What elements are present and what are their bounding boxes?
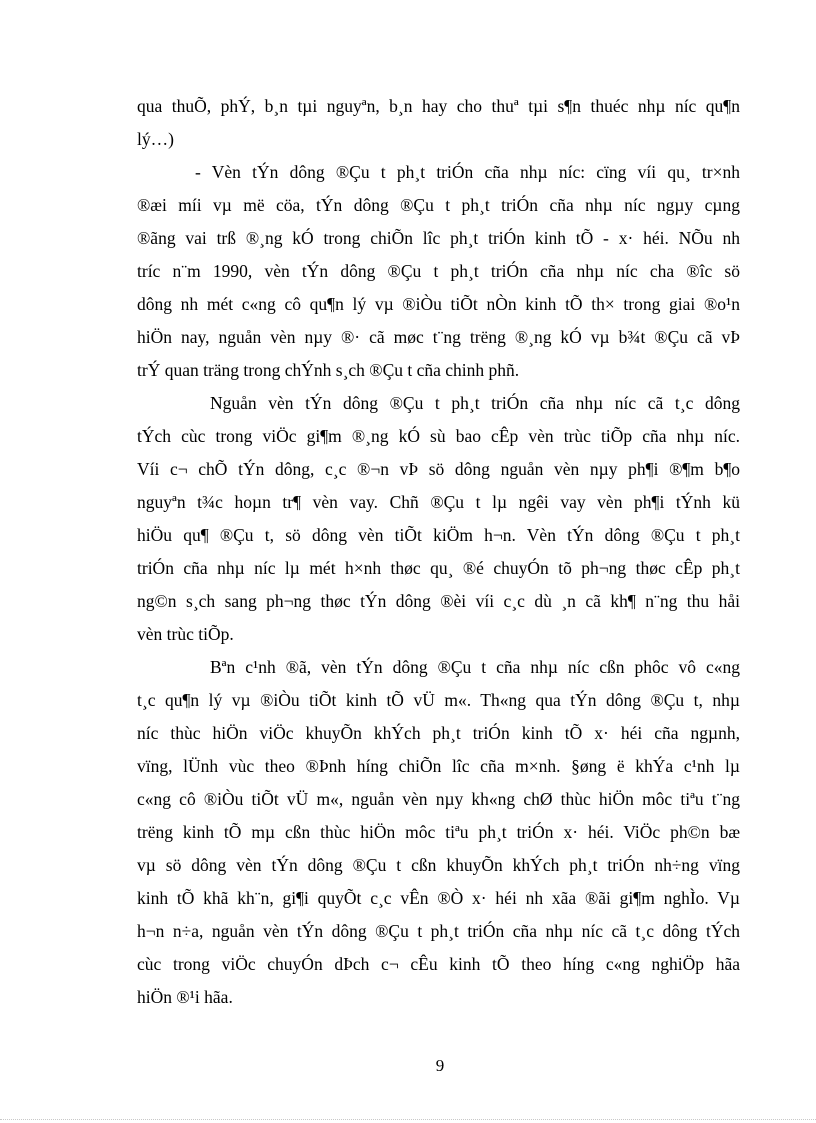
body-text-line: c«ng cô ®iÒu tiÕt vÜ m«, nguån vèn nµy kh«ng chØ thùc hiÖn môc tiªu t¨ng <box>137 789 740 809</box>
body-text-line: hiÖu qu¶ ®Çu t, sö dông vèn tiÕt kiÖm h¬n. Vèn tÝn dông ®Çu t ph¸t <box>137 525 740 545</box>
body-text-line: vèn trùc tiÕp. <box>137 624 234 644</box>
body-text-line: lý…) <box>137 129 174 149</box>
body-text-line: kinh tÕ khã kh¨n, gi¶i quyÕt c¸c vÊn ®Ò x· héi nh xãa ®ãi gi¶m nghÌo. Vµ <box>137 888 740 908</box>
body-text-line: t¸c qu¶n lý vµ ®iÒu tiÕt kinh tÕ vÜ m«. Th«ng qua tÝn dông ®Çu t, nhµ <box>137 690 740 710</box>
body-text-line: dông nh mét c«ng cô qu¶n lý vµ ®iÒu tiÕt nÒn kinh tÕ th× trong giai ®o¹n <box>137 294 740 314</box>
body-text-line: h¬n n÷a, nguån vèn tÝn dông ®Çu t ph¸t triÓn cña nhµ níc cã t¸c dông tÝch <box>137 921 740 941</box>
body-text-line: ®æi míi vµ më cöa, tÝn dông ®Çu t ph¸t triÓn cña nhµ níc ngµy cµng <box>137 195 740 215</box>
body-text-line: hiÖn ®¹i hãa. <box>137 987 233 1007</box>
body-text-line: Víi c¬ chÕ tÝn dông, c¸c ®¬n vÞ sö dông nguån vèn nµy ph¶i ®¶m b¶o <box>137 459 740 479</box>
body-text-line: tÝch cùc trong viÖc gi¶m ®¸ng kÓ sù bao cÊp vèn trùc tiÕp cña nhµ níc. <box>137 426 740 446</box>
body-text-line: cùc trong viÖc chuyÓn dÞch c¬ cÊu kinh tÕ theo híng c«ng nghiÖp hãa <box>137 954 740 974</box>
body-text-line: vµ sö dông vèn tÝn dông ®Çu t cßn khuyÕn khÝch ph¸t triÓn nh÷ng vïng <box>137 855 740 875</box>
body-text-line: triÓn cña nhµ níc lµ mét h×nh thøc qu¸ ®é chuyÓn tõ ph¬ng thøc cÊp ph¸t <box>137 558 740 578</box>
body-text-line: níc thùc hiÖn viÖc khuyÕn khÝch ph¸t triÓn kinh tÕ x· héi cña ngµnh, <box>137 723 740 743</box>
body-text-line: trëng kinh tÕ mµ cßn thùc hiÖn môc tiªu ph¸t triÓn x· héi. ViÖc ph©n bæ <box>137 822 740 842</box>
body-text-line: tríc n¨m 1990, vèn tÝn dông ®Çu t ph¸t triÓn cña nhµ níc cha ®îc sö <box>137 261 740 281</box>
body-text-line: ®ãng vai trß ®¸ng kÓ trong chiÕn lîc ph¸t triÓn kinh tÕ - x· héi. NÕu nh <box>137 228 740 248</box>
body-text-line: nguyªn t¾c hoµn tr¶ vèn vay. Chñ ®Çu t lµ ngêi vay vèn ph¶i tÝnh kü <box>137 492 740 512</box>
body-text-line: qua thuÕ, phÝ, b¸n tµi nguyªn, b¸n hay cho thuª tµi s¶n thuéc nhµ níc qu¶n <box>137 96 740 116</box>
footer-divider <box>0 1119 816 1120</box>
body-text-line: ng©n s¸ch sang ph¬ng thøc tÝn dông ®èi víi c¸c dù ¸n cã kh¶ n¨ng thu håi <box>137 591 740 611</box>
body-text-line: Nguån vèn tÝn dông ®Çu t ph¸t triÓn cña nhµ níc cã t¸c dông <box>210 393 740 413</box>
body-text-line: - Vèn tÝn dông ®Çu t ph¸t triÓn cña nhµ níc: cïng víi qu¸ tr×nh <box>195 162 740 182</box>
body-text-line: trÝ quan träng trong chÝnh s¸ch ®Çu t cña chinh phñ. <box>137 360 520 380</box>
body-text-line: Bªn c¹nh ®ã, vèn tÝn dông ®Çu t cña nhµ níc cßn phôc vô c«ng <box>210 657 740 677</box>
body-text-line: vïng, lÜnh vùc theo ®Þnh híng chiÕn lîc cña m×nh. §øng ë khÝa c¹nh lµ <box>137 756 740 776</box>
body-text-line: hiÖn nay, nguån vèn nµy ®· cã møc t¨ng trëng ®¸ng kÓ vµ b¾t ®Çu cã vÞ <box>137 327 740 347</box>
page-number: 9 <box>435 1056 445 1075</box>
